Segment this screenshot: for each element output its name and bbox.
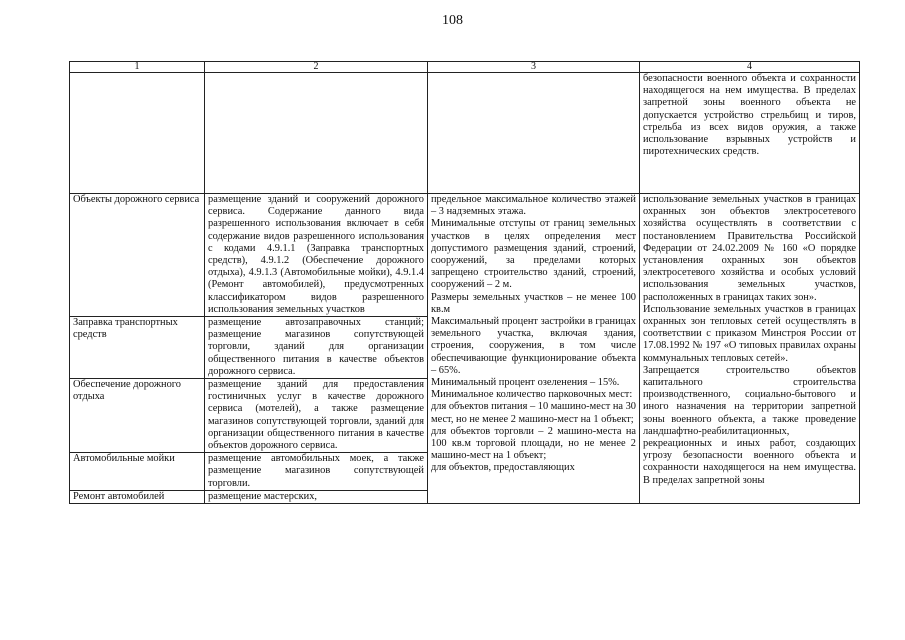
restriction-item: Запрещается строительство объектов капитального строительства производственного, социально-бытового и иного назначения на территории запретной зоны военного объекта, а также проведение ландшафтно-реабилитационных, рекреационных и иных работ, создающих угрозу безопасности военного объекта и сохранности находящегося на нем имущества. В пределах запретной зоны xyxy=(643,364,856,486)
restriction-item: Использование земельных участков в границах охранных зон тепловых сетей осуществлять в соответствии с приказом Минстроя России от 17.08.1992 № 197 «О типовых правилах охраны коммунальных тепловых сетей». xyxy=(643,303,856,364)
restrictions-continuation: безопасности военного объекта и сохранности находящегося на нем имущества. В пределах запретной зоны военного объекта не допускается устройство стрельбищ и тиров, стрельба из всех видов оружия, а также использование взрывных устройств и пиротехнических средств. xyxy=(640,73,860,194)
column-header: 2 xyxy=(205,62,428,73)
restrictions-cell xyxy=(640,194,860,504)
empty-cell xyxy=(428,73,640,194)
parameter-item: Размеры земельных участков – не менее 100 кв.м xyxy=(431,291,636,315)
use-type-name: Ремонт автомобилей xyxy=(70,490,205,503)
column-header: 1 xyxy=(70,62,205,73)
parameters-cell xyxy=(428,194,640,504)
table-header-row xyxy=(70,62,860,73)
column-header: 4 xyxy=(640,62,860,73)
regulations-table xyxy=(69,61,860,504)
use-type-description: размещение зданий для предоставления гостиничных услуг в качестве дорожного сервиса (мотелей), а также размещение магазинов сопутствующей торговли, зданий для организации общественного питания в качестве объектов дорожного сервиса. xyxy=(205,379,428,453)
table-row-continuation xyxy=(70,73,860,194)
parameter-item: для объектов, предоставляющих xyxy=(431,462,575,474)
parameter-item: для объектов торговли – 2 машино-места на 100 кв.м торговой площади, но не менее 2 машино-мест на 1 объект; xyxy=(431,425,636,462)
empty-cell xyxy=(70,73,205,194)
use-type-description: размещение автомобильных моек, а также размещение магазинов сопутствующей торговли. xyxy=(205,453,428,491)
parameter-item: Минимальный процент озеленения – 15%. xyxy=(431,377,620,389)
parameter-item: Минимальные отступы от границ земельных участков в целях определения мест допустимого размещения зданий, строений, сооружений, за пределами которых запрещено строительство зданий, строений, сооружений – 2 м. xyxy=(431,218,636,291)
parameter-item: для объектов питания – 10 машино-мест на 30 мест, но не менее 2 машино-мест на 1 объект; xyxy=(431,401,637,425)
parameter-item: Минимальное количество парковочных мест: xyxy=(431,389,633,401)
use-type-description: размещение автозаправочных станций; размещение магазинов сопутствующей торговли, зданий для организации общественного питания в качестве объектов дорожного сервиса. xyxy=(205,317,428,379)
column-header: 3 xyxy=(428,62,640,73)
page-number: 108 xyxy=(442,13,463,28)
use-type-name: Заправка транспортных средств xyxy=(70,317,205,379)
parameter-item: Максимальный процент застройки в границах земельного участка, включая здания, строения, сооружения, в том числе обеспечивающие функционирование объекта – 65%. xyxy=(431,316,636,376)
use-type-name: Объекты дорожного сервиса xyxy=(70,194,205,317)
empty-cell xyxy=(205,73,428,194)
use-type-description: размещение зданий и сооружений дорожного сервиса. Содержание данного вида разрешенного использования включает в себя содержание видов разрешенного использования с кодами 4.9.1.1 (Заправка транспортных средств), 4.9.1.2 (Обеспечение дорожного отдыха), 4.9.1.3 (Автомобильные мойки), 4.9.1.4 (Ремонт автомобилей), предусмотренных классификатором видов разрешенного использования земельных участков xyxy=(205,194,428,317)
parameter-item: предельное максимальное количество этажей – 3 надземных этажа. xyxy=(431,194,636,218)
use-type-name: Автомобильные мойки xyxy=(70,453,205,491)
table-row xyxy=(70,194,860,317)
restriction-item: использование земельных участков в границах охранных зон объектов электросетевого хозяйства осуществлять в соответствии с постановлением Правительства Российской Федерации от 24.02.2009 № 160 «О порядке установления охранных зон объектов электросетевого хозяйства и особых условий использования земельных участков, расположенных в границах таких зон». xyxy=(643,194,856,303)
use-type-name: Обеспечение дорожного отдыха xyxy=(70,379,205,453)
use-type-description: размещение мастерских, xyxy=(205,490,428,503)
